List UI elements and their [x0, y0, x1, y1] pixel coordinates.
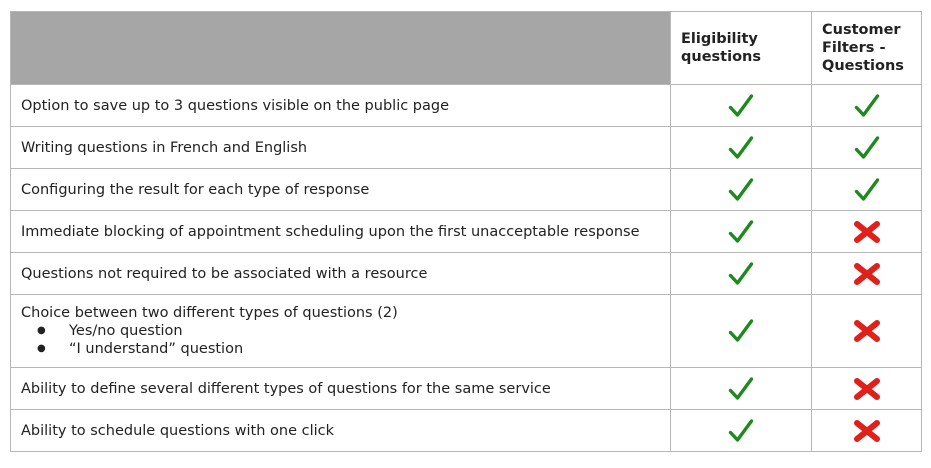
filters-cell — [812, 368, 922, 410]
filters-cell — [812, 410, 922, 452]
check-icon — [728, 418, 754, 444]
check-icon — [728, 177, 754, 203]
check-icon — [854, 93, 880, 119]
header-blank-cell — [11, 12, 671, 85]
table-header-row — [11, 12, 922, 85]
bullet-item: ● Yes/no question — [21, 322, 660, 340]
table-row — [11, 85, 922, 127]
feature-text: Choice between two different types of questions (2) — [21, 305, 398, 321]
check-icon — [728, 261, 754, 287]
filters-cell — [812, 295, 922, 368]
feature-cell: Immediate blocking of appointment scheduling upon the first unacceptable response — [11, 211, 671, 253]
filters-cell — [812, 169, 922, 211]
header-filters: Customer Filters - Questions — [812, 12, 922, 85]
eligibility-cell — [671, 127, 812, 169]
check-icon — [728, 318, 754, 344]
eligibility-cell — [671, 85, 812, 127]
eligibility-cell — [671, 253, 812, 295]
feature-cell: Writing questions in French and English — [11, 127, 671, 169]
check-icon — [728, 93, 754, 119]
feature-cell: Ability to schedule questions with one click — [11, 410, 671, 452]
check-icon — [728, 376, 754, 402]
comparison-table — [10, 11, 922, 452]
filters-cell — [812, 253, 922, 295]
eligibility-cell — [671, 211, 812, 253]
filters-cell — [812, 85, 922, 127]
filters-cell — [812, 127, 922, 169]
header-eligibility: Eligibility questions — [671, 12, 812, 85]
feature-cell: Ability to define several different types of questions for the same service — [11, 368, 671, 410]
eligibility-cell — [671, 295, 812, 368]
bullet-item: ● “I understand” question — [21, 340, 660, 358]
eligibility-cell — [671, 169, 812, 211]
feature-cell: Option to save up to 3 questions visible on the public page — [11, 85, 671, 127]
cross-icon — [853, 262, 881, 286]
table-row — [11, 253, 922, 295]
feature-cell — [11, 295, 671, 368]
check-icon — [854, 135, 880, 161]
check-icon — [728, 135, 754, 161]
cross-icon — [853, 377, 881, 401]
table-row — [11, 410, 922, 452]
cross-icon — [853, 220, 881, 244]
eligibility-cell — [671, 368, 812, 410]
table-row — [11, 368, 922, 410]
cross-icon — [853, 419, 881, 443]
table-row — [11, 127, 922, 169]
filters-cell — [812, 211, 922, 253]
bullet-list — [21, 322, 660, 358]
check-icon — [854, 177, 880, 203]
eligibility-cell — [671, 410, 812, 452]
feature-cell: Configuring the result for each type of response — [11, 169, 671, 211]
feature-cell: Questions not required to be associated with a resource — [11, 253, 671, 295]
table-row — [11, 295, 922, 368]
cross-icon — [853, 319, 881, 343]
table-row — [11, 169, 922, 211]
table-row — [11, 211, 922, 253]
check-icon — [728, 219, 754, 245]
